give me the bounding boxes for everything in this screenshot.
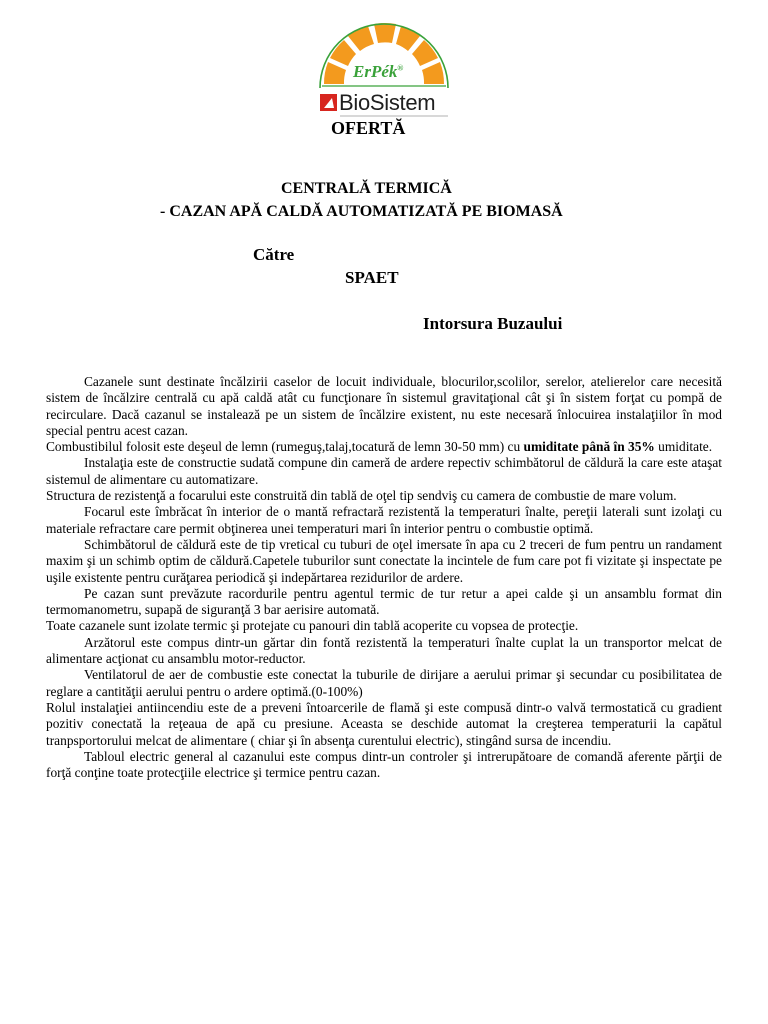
to-label: Către <box>253 245 295 264</box>
offer-title: OFERTĂ <box>331 118 406 138</box>
paragraph: Pe cazan sunt prevăzute racordurile pentru agentul termic de tur retur a apei calde şi un ansamblu format din termomanometru, supapă de siguranţă 3 bar aerisire automată. <box>46 585 722 618</box>
paragraph: Ventilatorul de aer de combustie este conectat la tuburile de dirijare a aerului primar şi secundar cu posibilitatea de reglare a cantităţii aerului pentru o ardere optimă.(0-100%) <box>46 667 722 699</box>
paragraph: Cazanele sunt destinate încălzirii caselor de locuit individuale, blocurilor,scolilor, serelor, atelierelor care necesită sistem de încălzire centrală cu apă caldă atât cu funcţionare în sistemul gravitaţional cât şi în sistem forţat cu pompă de recirculare. Dacă cazanul se instalează pe un sistem de încălzire existent, nu este necesară înlocuirea instalaţiilor în mod special pentru acest cazan. <box>46 374 722 438</box>
paragraph: Schimbătorul de căldură este de tip vretical cu tuburi de oţel imersate în apa cu 2 treceri de fum pentru un randament maxim şi un schimb optim de căldură.Capetele tuburilor sunt conectate la incintele de fum care pot fi vizitate şi inspectate pe uşile existente pentru curăţarea periodică şi indepărtarea rezidurilor de ardere. <box>46 536 722 585</box>
paragraph: Toate cazanele sunt izolate termic şi protejate cu panouri din tablă acoperite cu vopsea de protecţie. <box>46 618 579 634</box>
paragraph: Instalaţia este de constructie sudată compune din cameră de ardere repectiv schimbătorul de căldură la care este ataşat sistemul de alimentare cu automatizare. <box>46 455 722 487</box>
recipient-name: SPAET <box>345 268 399 287</box>
document-body <box>46 374 722 781</box>
humidity-note: umiditate până în 35% <box>523 439 655 455</box>
company-name: BioSistem <box>339 90 436 115</box>
paragraph: Structura de rezistenţă a focarului este construită din tablă de oţel tip sendviş cu camera de combustie de mare volum. <box>46 488 677 504</box>
brand-name: ErPék® <box>353 62 404 81</box>
document-title-line1: CENTRALĂ TERMICĂ <box>281 180 452 197</box>
document-title-line2: - CAZAN APĂ CALDĂ AUTOMATIZATĂ PE BIOMASĂ <box>160 203 563 220</box>
paragraph: Tabloul electric general al cazanului este compus dintr-un controler şi intrerupătoare de comandă aferente părţii de forţă conţine toate protecţiile electrice şi termice pentru cazan. <box>46 748 722 781</box>
recipient-city: Intorsura Buzaului <box>423 314 563 333</box>
paragraph: Focarul este îmbrăcat în interior de o mantă refractară rezistentă la temperaturi înalte, pereţii laterali sunt izolaţi cu materiale refractare care permit obţinerea unei temperaturi mari în interior pentru o combustie optimă. <box>46 504 722 536</box>
paragraph: Arzătorul este compus dintr-un gărtar din fontă rezistentă la temperaturi înalte cuplat la un transportor melcat de alimentare acţionat cu ansamblu motor-reductor. <box>46 634 722 667</box>
fuel-paragraph: Combustibilul folosit este deşeul de lemn (rumeguş,talaj,tocatură de lemn 30-50 mm) cu umiditate până în 35% umiditate. <box>46 439 713 455</box>
paragraph: Rolul instalaţiei antiincendiu este de a preveni întoarcerile de flamă şi este compusă dintr-o valvă termostatică cu gradient pozitiv conectată la reţeaua de apă cu presiune. Aceasta se deschide automat la creşterea temperaturii la capătul tranpsportorului melcat de alimentare ( chiar şi în absenţa curentului electric), stingând sursa de incendiu. <box>46 699 722 748</box>
